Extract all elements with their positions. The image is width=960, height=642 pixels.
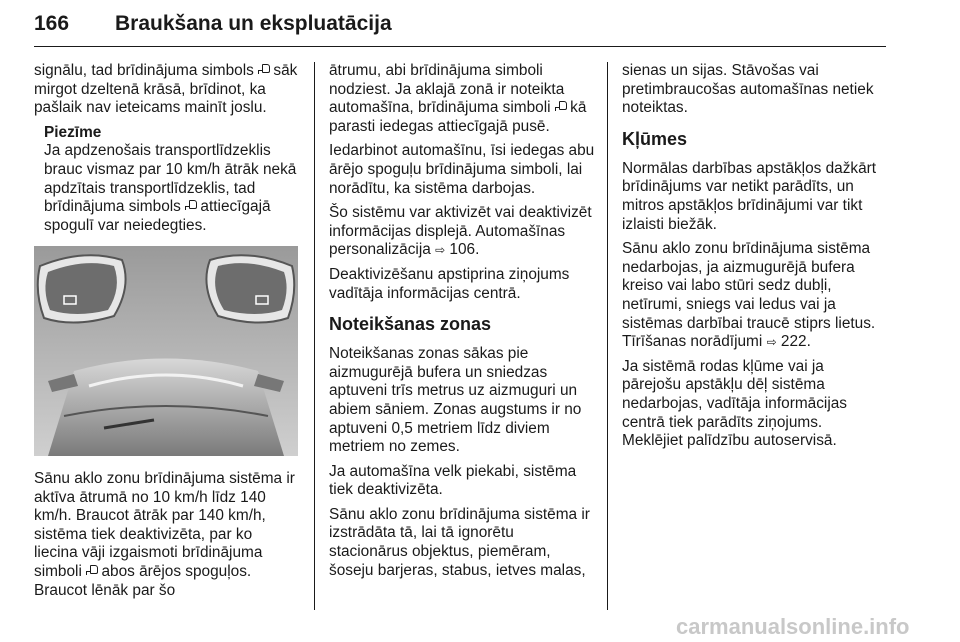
column-3 [622,62,886,457]
paragraph: Sānu aklo zonu brīdinājuma sistēma ir aktīva ātrumā no 10 km/h līdz 140 km/h. Braucot ātrāk par 140 km/h, sistēma tiek deaktivizēta, par ko liecina vāji izgaismoti brīdinājuma simboli abos ārējos spoguļos. Braucot lēnāk par šo [34,470,295,599]
paragraph: Normālas darbības apstākļos dažkārt brīdinājums var netikt parādīts, un mitros apstākļos brīdinājumi var tikt izlaisti biežāk. [622,159,877,233]
column-2 [329,62,595,586]
side-mirrors-illustration [34,246,298,456]
page-reference-arrow-icon: ⇨ [766,335,777,350]
header-divider [34,46,886,47]
column-divider [607,62,608,610]
watermark: carmanualsonline.info [676,614,910,639]
paragraph: Sānu aklo zonu brīdinājuma sistēma ir izstrādāta tā, lai tā ignorētu stacionārus objektus, piemēram, šoseju barjeras, stabus, ietves malas, [329,505,590,579]
blind-spot-warning-icon [258,63,269,74]
column-1-lower [34,470,300,606]
paragraph: Deaktivizēšanu apstiprina ziņojums vadītāja informācijas centrā. [329,265,570,302]
paragraph: signālu, tad brīdinājuma simbols sāk mirgot dzeltenā krāsā, brīdinot, ka pašlaik nav ieteicams mainīt joslu. [34,62,298,117]
paragraph: ātrumu, abi brīdinājuma simboli nodziest. Ja aklajā zonā ir noteikta automašīna, brīdinājuma simboli kā parasti iedegas attiecīgajā pusē. [329,62,587,135]
note-box [44,124,300,236]
section-heading: Noteikšanas zonas [329,314,492,335]
page-header [34,6,886,50]
note-text: Ja apdzenošais transportlīdzeklis brauc vismaz par 10 km/h ātrāk nekā apdzītais transportlīdzeklis, tad brīdinājuma simbols attiecīgajā spogulī var neiedegties. [44,142,297,234]
paragraph: Ja automašīna velk piekabi, sistēma tiek deaktivizēta. [329,462,577,499]
blind-spot-warning-icon [86,564,97,575]
paragraph: sienas un sijas. Stāvošas vai pretimbraucošas automašīnas netiek noteiktas. [622,62,874,117]
right-mirror [206,255,294,322]
paragraph: Noteikšanas zonas sākas pie aizmugurējā bufera un sniedzas aptuveni trīs metrus uz aizmuguri un abiem sāniem. Zonas augstums ir no aptuveni 0,5 metriem līdz diviem metriem no zemes. [329,345,582,456]
left-mirror [38,255,126,322]
blind-spot-warning-icon [185,199,196,210]
page-reference-arrow-icon: ⇨ [435,243,446,258]
page-number: 166 [34,12,70,35]
section-heading: Kļūmes [622,128,688,149]
note-title: Piezīme [44,123,102,141]
paragraph: Ja sistēmā rodas kļūme vai ja pārejošu apstākļu dēļ sistēma nedarbojas, vadītāja informācijas centrā tiek parādīts ziņojums. Meklējiet palīdzību autoservisā. [622,357,847,450]
paragraph: Iedarbinot automašīnu, īsi iedegas abu ārējo spoguļu brīdinājuma simboli, lai norādītu, ka sistēma darbojas. [329,142,595,197]
column-divider [314,62,315,610]
column-1 [34,62,300,235]
chapter-title: Braukšana un ekspluatācija [115,12,392,35]
paragraph: Šo sistēmu var aktivizēt vai deaktivizēt informācijas displejā. Automašīnas personalizācija ⇨ 106. [329,204,592,259]
blind-spot-warning-icon [555,100,566,111]
paragraph: Sānu aklo zonu brīdinājuma sistēma nedarbojas, ja aizmugurējā bufera kreiso vai labo stūri sedz dubļi, netīrumi, sniegs vai ledus vai ja sistēmas darbībai traucē stiprs lietus. Tīrīšanas norādījumi ⇨ 222. [622,240,876,351]
